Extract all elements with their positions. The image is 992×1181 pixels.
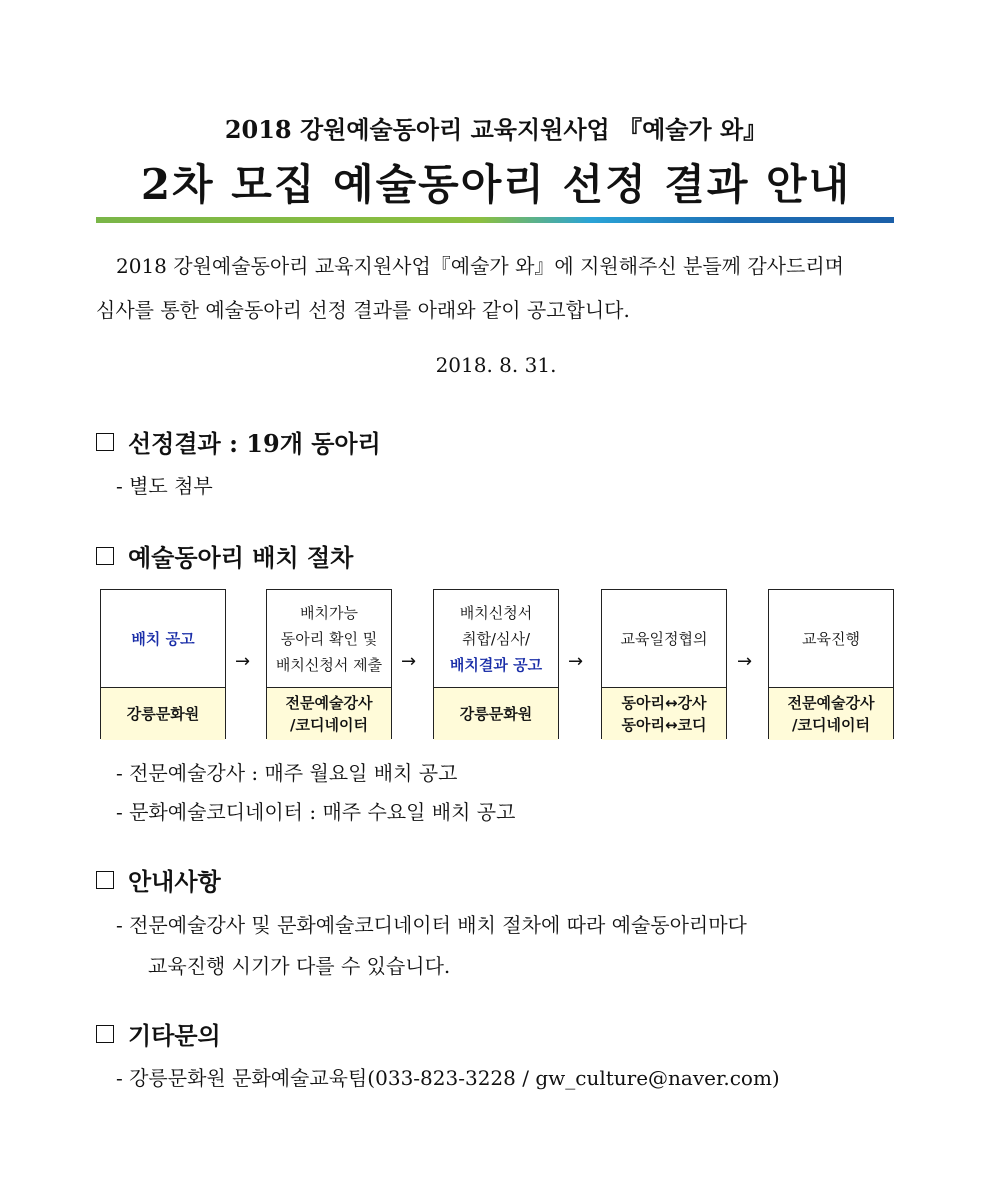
arrow-right-icon: → xyxy=(568,651,584,672)
intro-line-2: 심사를 통한 예술동아리 선정 결과를 아래와 같이 공고합니다. xyxy=(96,298,630,322)
section-contact-title: 기타문의 xyxy=(128,1021,221,1050)
step-3-task xyxy=(434,590,558,687)
step-2-owner-line: /코디네이터 xyxy=(290,716,368,734)
checkbox-icon xyxy=(96,433,114,451)
section-notice-title: 안내사항 xyxy=(128,867,221,896)
arrow-right-icon: → xyxy=(401,651,417,672)
notice-line-1: - 전문예술강사 및 문화예술코디네이터 배치 절차에 따라 예술동아리마다 xyxy=(116,913,747,937)
notice-line-2: 교육진행 시기가 다를 수 있습니다. xyxy=(148,954,451,978)
step-5-owner xyxy=(769,687,893,740)
step-4-owner-line: 동아리↔강사 xyxy=(621,694,707,712)
section-result-heading xyxy=(96,424,381,459)
procedure-bullet-1: - 전문예술강사 : 매주 월요일 배치 공고 xyxy=(116,761,458,785)
step-5-task xyxy=(769,590,893,687)
section-procedure-title: 예술동아리 배치 절차 xyxy=(128,543,354,572)
procedure-bullet-2: - 문화예술코디네이터 : 매주 수요일 배치 공고 xyxy=(116,800,516,824)
intro-line-1: 2018 강원예술동아리 교육지원사업『예술가 와』에 지원해주신 분들께 감사드리며 xyxy=(116,254,844,278)
step-1-owner xyxy=(101,687,225,740)
document-title: 2차 모집 예술동아리 선정 결과 안내 xyxy=(140,160,852,209)
step-2-task-line: 배치가능 xyxy=(300,603,358,622)
step-1-task-line: 배치 공고 xyxy=(131,629,195,648)
contact-line: - 강릉문화원 문화예술교육팀(033-823-3228 / gw_culture@naver.com) xyxy=(116,1066,780,1090)
step-3-task-line: 취합/심사/ xyxy=(461,629,531,648)
announcement-date: 2018. 8. 31. xyxy=(435,353,557,377)
step-5-owner-line: 전문예술강사 xyxy=(787,694,875,712)
checkbox-icon xyxy=(96,547,114,565)
step-4-task-line: 교육일정협의 xyxy=(620,629,708,648)
step-3-owner-line: 강릉문화원 xyxy=(459,705,533,723)
step-2-task-line: 동아리 확인 및 xyxy=(280,629,378,648)
section-procedure-heading xyxy=(96,538,353,573)
step-3-task-line: 배치결과 공고 xyxy=(449,655,543,674)
checkbox-icon xyxy=(96,871,114,889)
step-2-task-line: 배치신청서 제출 xyxy=(275,655,383,674)
step-2-owner xyxy=(267,687,391,740)
step-5-owner-line: /코디네이터 xyxy=(792,716,870,734)
step-5-task-line: 교육진행 xyxy=(802,629,860,648)
procedure-step-3 xyxy=(433,589,559,739)
document-subtitle: 2018 강원예술동아리 교육지원사업 『예술가 와』 xyxy=(224,115,768,144)
step-3-owner xyxy=(434,687,558,740)
arrow-right-icon: → xyxy=(235,651,251,672)
procedure-step-5 xyxy=(768,589,894,739)
checkbox-icon xyxy=(96,1025,114,1043)
section-notice-heading xyxy=(96,862,221,897)
step-1-owner-line: 강릉문화원 xyxy=(126,705,200,723)
step-2-owner-line: 전문예술강사 xyxy=(285,694,373,712)
procedure-step-4 xyxy=(601,589,727,739)
step-3-task-line: 배치신청서 xyxy=(459,603,533,622)
step-4-task xyxy=(602,590,726,687)
title-divider xyxy=(96,217,894,223)
arrow-right-icon: → xyxy=(737,651,753,672)
step-1-task xyxy=(101,590,225,687)
step-2-task xyxy=(267,590,391,687)
procedure-step-2 xyxy=(266,589,392,739)
section-contact-heading xyxy=(96,1016,221,1051)
section-result-title: 선정결과 : 19개 동아리 xyxy=(128,429,381,458)
step-4-owner-line: 동아리↔코디 xyxy=(621,716,707,734)
result-bullet: - 별도 첨부 xyxy=(116,474,213,498)
procedure-step-1 xyxy=(100,589,226,739)
step-4-owner xyxy=(602,687,726,740)
